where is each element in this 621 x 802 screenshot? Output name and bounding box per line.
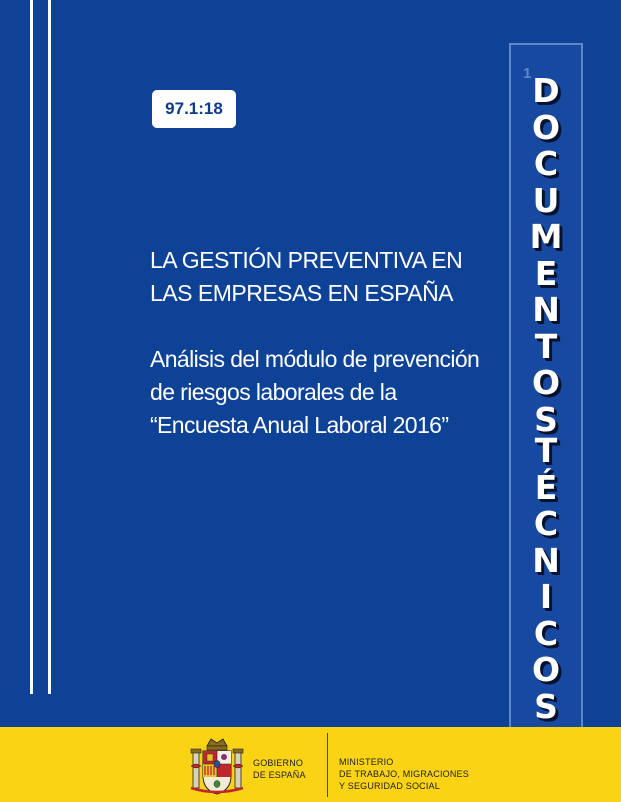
series-number: 1 [523,65,532,82]
series-letter: I [539,577,553,616]
series-letter: O [531,107,561,147]
document-code: 97.1:18 [152,90,236,128]
decorative-line-right [48,0,51,694]
series-letter: T [534,326,558,366]
series-letter: O [531,650,561,689]
series-letter: T [534,431,558,470]
government-line: DE ESPAÑA [253,770,306,780]
series-word-documentos [511,73,581,438]
series-letter: S [534,399,558,439]
series-letter: O [531,363,561,402]
series-letter: N [532,290,560,329]
subtitle-line: de riesgos laborales de la [150,379,397,405]
series-letter: É [534,467,558,507]
series-letter: C [533,144,559,183]
document-title [150,244,490,310]
government-label [253,757,306,781]
series-letter: S [534,686,558,726]
decorative-line-left [30,0,33,694]
title-line: LA GESTIÓN PREVENTIVA EN [150,247,463,273]
series-letter: U [532,180,560,220]
ministry-label [339,756,469,792]
footer-divider [327,733,328,797]
ministry-line: MINISTERIO [339,757,394,767]
series-letter: M [529,217,563,256]
series-letter: C [533,504,559,543]
series-letter: N [532,540,560,580]
government-line: GOBIERNO [253,758,304,768]
spain-coat-of-arms-icon [189,736,245,800]
subtitle-line: Análisis del módulo de prevención [150,346,480,372]
title-line: LAS EMPRESAS EN ESPAÑA [150,280,454,306]
government-footer [0,727,621,802]
series-letter: C [533,613,559,653]
series-letter: E [534,253,558,293]
series-word-tecnicos [511,433,581,725]
series-letter: D [532,71,560,110]
document-subtitle [150,343,495,442]
ministry-line: Y SEGURIDAD SOCIAL [339,781,440,791]
series-band [509,43,583,727]
subtitle-line: “Encuesta Anual Laboral 2016” [150,412,449,438]
ministry-line: DE TRABAJO, MIGRACIONES [339,769,469,779]
